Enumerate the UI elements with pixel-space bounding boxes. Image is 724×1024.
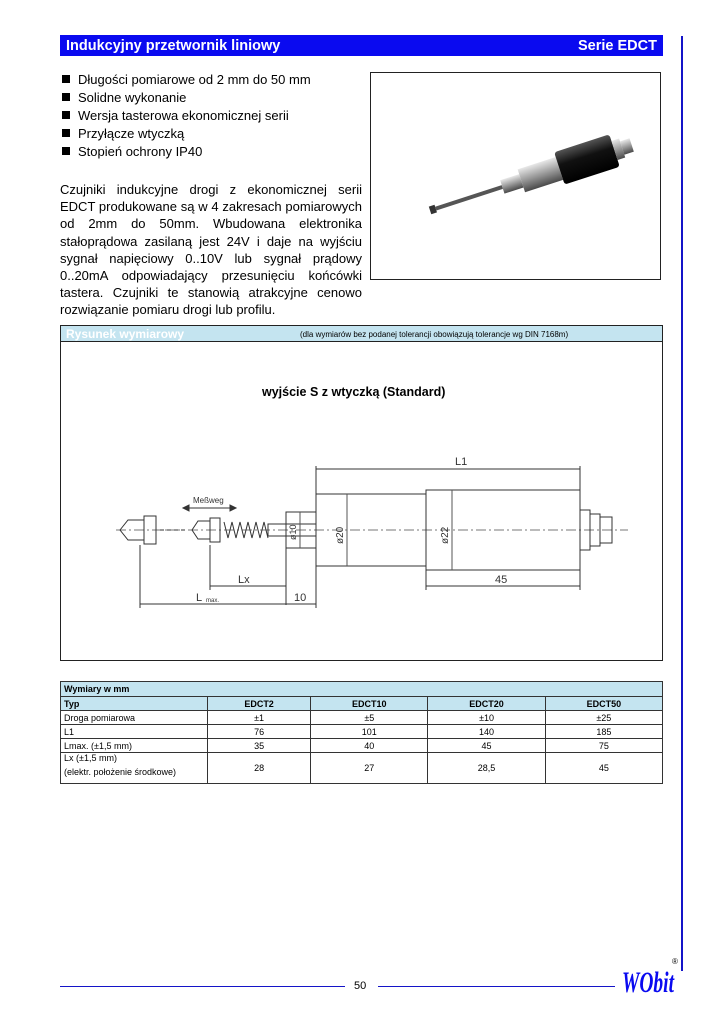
table-cell: ±10 xyxy=(428,711,545,725)
footer-rule xyxy=(378,986,615,987)
l1-label: L1 xyxy=(455,456,468,468)
drawing-title: Rysunek wymiarowy xyxy=(66,327,185,341)
row-label: L1 xyxy=(61,725,208,739)
column-header: EDCT20 xyxy=(428,697,545,711)
svg-text:WObit: WObit xyxy=(622,966,676,999)
footer-rule xyxy=(60,986,345,987)
table-cell: 101 xyxy=(311,725,428,739)
d10-length-label: 10 xyxy=(294,592,307,604)
list-item: Przyłącze wtyczką xyxy=(62,124,311,142)
table-cell: ±1 xyxy=(208,711,311,725)
list-item: Solidne wykonanie xyxy=(62,88,311,106)
table-title: Wymiary w mm xyxy=(61,682,663,697)
table-cell: 76 xyxy=(208,725,311,739)
table-cell: 40 xyxy=(311,739,428,753)
svg-text:®: ® xyxy=(672,957,678,966)
dimension-drawing-frame xyxy=(60,325,663,661)
transducer-photo-icon xyxy=(371,73,662,281)
lmax-label: L xyxy=(196,592,203,604)
table-cell: 45 xyxy=(428,739,545,753)
messweg-label: Meßweg xyxy=(193,496,224,505)
lmax-sub-label: max. xyxy=(206,598,220,604)
bullet-square-icon xyxy=(62,75,70,83)
d10-label: ø10 xyxy=(288,524,298,540)
table-row xyxy=(61,753,663,784)
page-header xyxy=(60,35,663,56)
table-cell: 140 xyxy=(428,725,545,739)
table-row xyxy=(61,725,663,739)
table-cell: 28 xyxy=(208,753,311,784)
table-cell: 75 xyxy=(545,739,662,753)
table-cell: ±5 xyxy=(311,711,428,725)
d45-label: 45 xyxy=(495,574,508,586)
table-row xyxy=(61,711,663,725)
bullet-square-icon xyxy=(62,147,70,155)
list-item: Długości pomiarowe od 2 mm do 50 mm xyxy=(62,70,311,88)
column-header: Typ xyxy=(61,697,208,711)
bullet-square-icon xyxy=(62,111,70,119)
column-header: EDCT10 xyxy=(311,697,428,711)
series-label: Serie EDCT xyxy=(578,37,657,54)
table-cell: 28,5 xyxy=(428,753,545,784)
product-photo xyxy=(370,72,661,280)
lx-label: Lx xyxy=(238,574,250,586)
d22-label: ø22 xyxy=(440,526,451,544)
list-item: Stopień ochrony IP40 xyxy=(62,142,311,160)
page-number: 50 xyxy=(354,980,367,992)
tolerance-note: (dla wymiarów bez podanej tolerancji obowiązują tolerancje wg DIN 7168m) xyxy=(300,330,569,339)
d20-label: ø20 xyxy=(335,526,346,544)
column-header: EDCT2 xyxy=(208,697,311,711)
side-rule xyxy=(681,36,683,971)
list-item: Wersja tasterowa ekonomicznej serii xyxy=(62,106,311,124)
table-cell: 185 xyxy=(545,725,662,739)
row-label: Droga pomiarowa xyxy=(61,711,208,725)
table-cell: 45 xyxy=(545,753,662,784)
table-header-row xyxy=(61,697,663,711)
table-row xyxy=(61,739,663,753)
bullet-square-icon xyxy=(62,129,70,137)
feature-list xyxy=(62,70,311,160)
wobit-logo xyxy=(620,952,680,1002)
column-header: EDCT50 xyxy=(545,697,662,711)
table-title-row xyxy=(61,682,663,697)
dimensions-table xyxy=(60,681,663,784)
page-title: Indukcyjny przetwornik liniowy xyxy=(66,37,281,54)
variant-title: wyjście S z wtyczką (Standard) xyxy=(262,385,446,399)
row-label: Lmax. (±1,5 mm) xyxy=(61,739,208,753)
table-cell: 27 xyxy=(311,753,428,784)
wobit-logo-icon xyxy=(620,952,680,1002)
product-description: Czujniki indukcyjne drogi z ekonomicznej serii EDCT produkowane są w 4 zakresach pomiarowych od 2mm do 50mm. Wbudowana elektronika stałoprądowa zasilaną jest 24V i daje na wyjściu sygnał napięciowy 0..10V lub sygnał prądowy 0..20mA odpowiadający przesunięciu końcówki tastera. Czujniki te stanowią atrakcyjne cenowo rozwiązanie pomiaru drogi lub profilu. xyxy=(60,182,362,318)
table-cell: 35 xyxy=(208,739,311,753)
row-label: Lx (±1,5 mm) (elektr. położenie środkowe) xyxy=(61,753,208,784)
table-cell: ±25 xyxy=(545,711,662,725)
bullet-square-icon xyxy=(62,93,70,101)
